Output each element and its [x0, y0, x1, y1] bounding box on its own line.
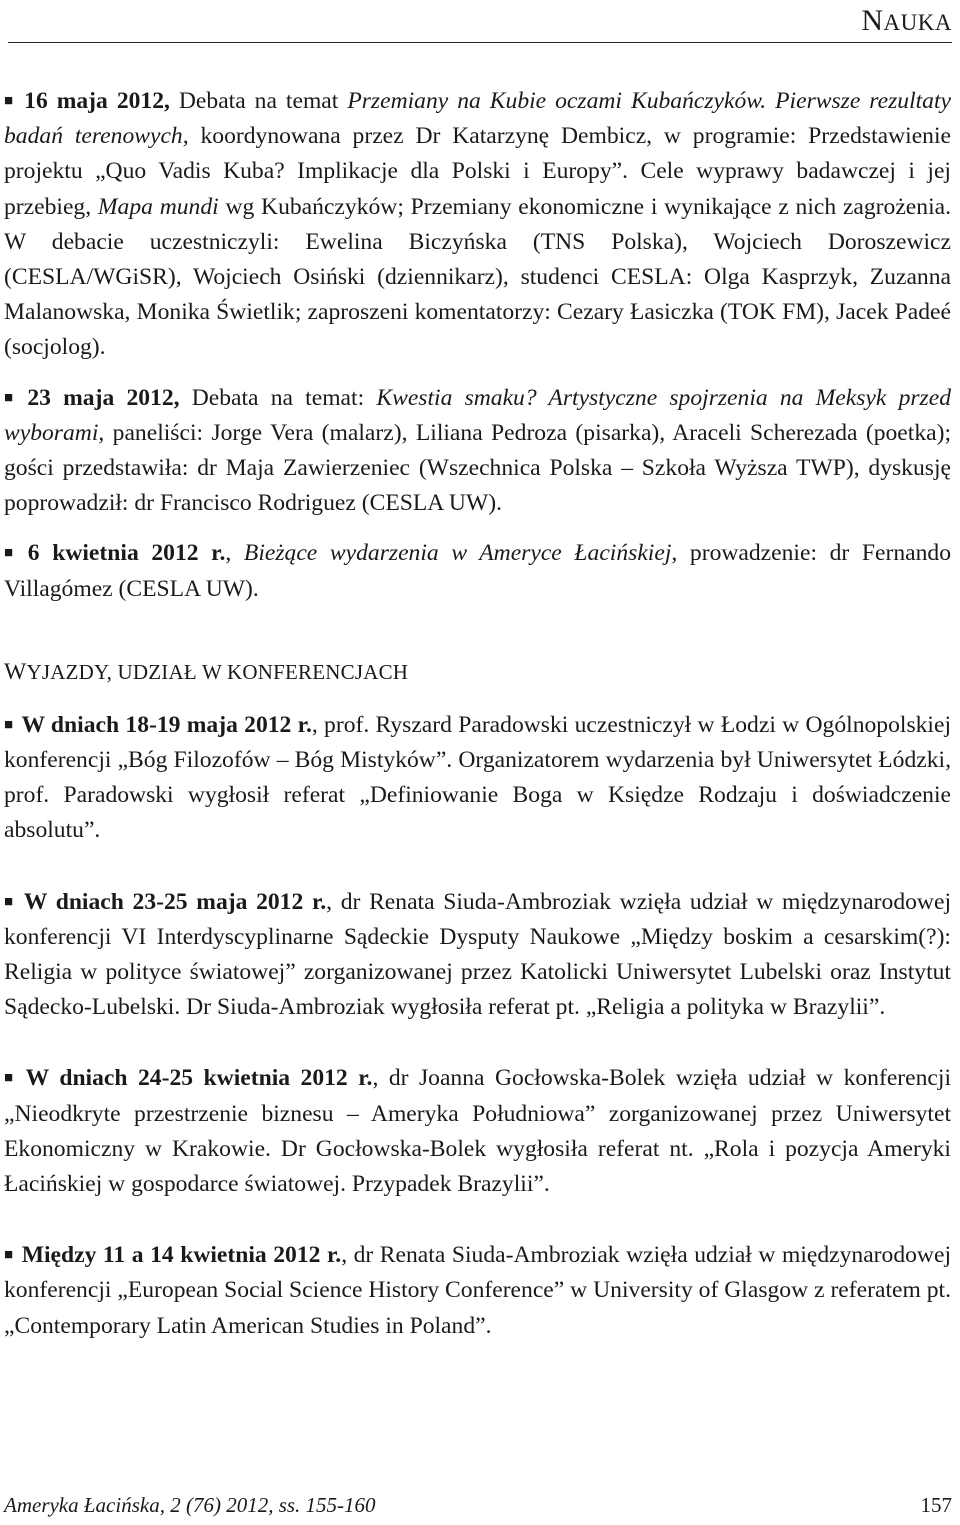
- page-number: 157: [920, 1493, 952, 1517]
- conference-date: Między 11 a 14 kwietnia 2012 r.: [21, 1242, 342, 1269]
- event-date: 16 maja 2012,: [24, 88, 170, 114]
- bullet-square-icon: ■: [4, 545, 20, 562]
- event-date: 6 kwietnia 2012 r.: [27, 540, 226, 567]
- bullet-square-icon: ■: [4, 716, 14, 733]
- main-content: [4, 84, 951, 1344]
- section-title: NAUKA: [861, 4, 952, 37]
- bullet-square-icon: ■: [4, 93, 17, 109]
- bullet-square-icon: ■: [4, 1247, 14, 1264]
- header-rule: [8, 42, 952, 43]
- journal-citation: Ameryka Łacińska, 2 (76) 2012, ss. 155-160: [4, 1493, 376, 1517]
- event-entry: ■ 16 maja 2012, Debata na temat Przemiany na Kubie oczami Kubańczyków. Pierwsze rezultaty badań terenowych, koordynowana przez Dr Katarzynę Dembicz, w programie: Przedstawienie projektu „Quo Vadis Kuba? Implikacje dla Polski i Europy”. Cele wyprawy badawczej i jej przebieg, Mapa mundi wg Kubańczyków; Przemiany ekonomiczne i wynikające z nich zagrożenia. W debacie uczestniczyli: Ewelina Biczyńska (TNS Polska), Wojciech Doroszewicz (CESLA/WGiSR), Wojciech Osiński (dziennikarz), studenci CESLA: Olga Kasprzyk, Zuzanna Malanowska, Monika Świetlik; zaproszeni komentatorzy: Cezary Łasiczka (TOK FM), Jacek Padeé (socjolog).: [4, 88, 952, 361]
- event-entry: ■ 23 maja 2012, Debata na temat: Kwestia smaku? Artystyczne spojrzenia na Meksyk przed wyborami, paneliści: Jorge Vera (malarz), Liliana Pedroza (pisarka), Araceli Scherezada (poetka); gości przedstawiła: dr Maja Zawierzeniec (Wszechnica Polska – Szkoła Wyższa TWP), dyskusję poprowadził: dr Francisco Rodriguez (CESLA UW).: [4, 384, 951, 517]
- conference-entry: ■ W dniach 23-25 maja 2012 r., dr Renata Siuda-Ambroziak wzięła udział w międzynarodowej konferencji VI Interdyscyplinarne Sądeckie Dysputy Naukowe „Między boskim a cesarskim(?): Religia w polityce światowej” zorganizowanej przez Katolicki Uniwersytet Lubelski oraz Instytut Sądecko-Lubelski. Dr Siuda-Ambroziak wygłosiła referat pt. „Religia a polityka w Brazylii”.: [4, 888, 951, 1021]
- bullet-square-icon: ■: [4, 893, 16, 910]
- conference-date: W dniach 23-25 maja 2012 r.: [23, 888, 327, 915]
- bullet-square-icon: ■: [4, 1070, 18, 1087]
- conference-entry: ■ W dniach 18-19 maja 2012 r., prof. Ryszard Paradowski uczestniczył w Łodzi w Ogólnopolskiej konferencji „Bóg Filozofów – Bóg Mistyków”. Organizatorem wydarzenia był Uniwersytet Łódzki, prof. Paradowski wygłosił referat „Definiowanie Boga w Księdze Rodzaju i doświadczenie absolutu”.: [4, 711, 952, 844]
- bullet-square-icon: ■: [4, 389, 20, 406]
- section-heading: WYJAZDY, UDZIAŁ W KONFERENCJACH: [4, 658, 409, 685]
- conference-entry: ■ Między 11 a 14 kwietnia 2012 r., dr Renata Siuda-Ambroziak wzięła udział w międzynarodowej konferencji „European Social Science History Conference” w University of Glasgow z referatem pt. „Contemporary Latin American Studies in Poland”.: [4, 1242, 951, 1339]
- conference-date: W dniach 18-19 maja 2012 r.: [21, 711, 312, 738]
- conference-date: W dniach 24-25 kwietnia 2012 r.: [25, 1065, 373, 1092]
- event-date: 23 maja 2012,: [27, 384, 180, 411]
- event-entry: ■ 6 kwietnia 2012 r., Bieżące wydarzenia w Ameryce Łacińskiej, prowadzenie: dr Fernando Villagómez (CESLA UW).: [4, 540, 952, 602]
- page-header: [0, 0, 960, 46]
- page-footer: [4, 1493, 952, 1523]
- conference-entry: ■ W dniach 24-25 kwietnia 2012 r., dr Joanna Gocłowska-Bolek wzięła udział w konferencji „Nieodkryte przestrzenie biznesu – Ameryka Południowa” zorganizowanej przez Uniwersytet Ekonomiczny w Krakowie. Dr Gocłowska-Bolek wygłosiła referat nt. „Rola i pozycja Ameryki Łacińskiej w gospodarce światowej. Przypadek Brazylii”.: [4, 1065, 951, 1198]
